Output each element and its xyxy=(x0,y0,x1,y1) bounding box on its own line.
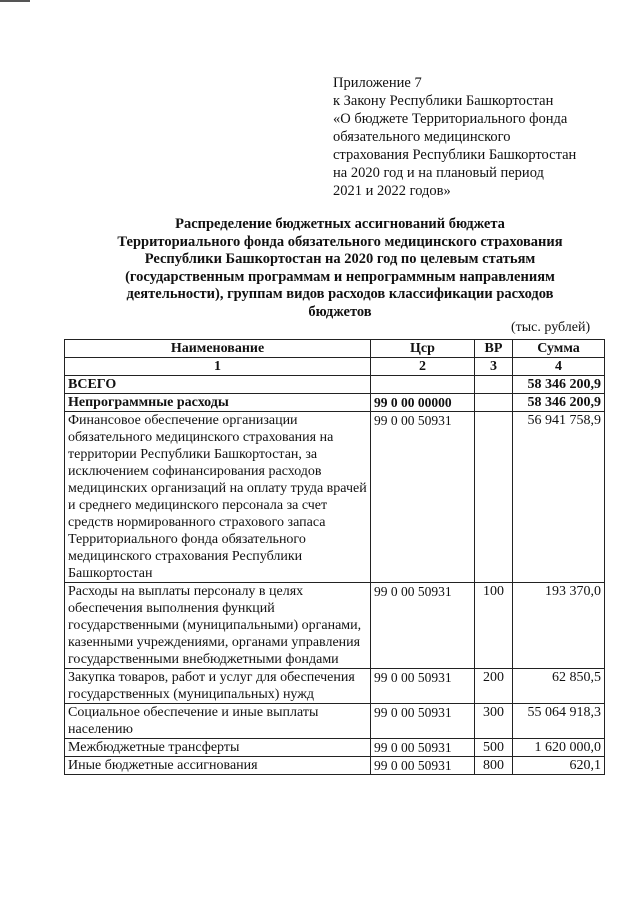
table-row xyxy=(65,394,605,412)
appendix-line: к Закону Республики Башкортостан xyxy=(333,93,554,109)
row-vr xyxy=(475,412,513,583)
row-csr: 99 0 00 50931 xyxy=(371,412,475,583)
header-name: Наименование xyxy=(65,340,371,358)
row-sum: 58 346 200,9 xyxy=(513,376,605,394)
row-sum: 1 620 000,0 xyxy=(513,739,605,757)
appendix-line: Приложение 7 xyxy=(333,75,422,91)
row-vr: 300 xyxy=(475,704,513,739)
title-line: деятельности), группам видов расходов классификации расходов xyxy=(126,286,554,302)
row-name: Закупка товаров, работ и услуг для обеспечения государственных (муниципальных) нужд xyxy=(65,669,371,704)
row-sum: 58 346 200,9 xyxy=(513,394,605,412)
column-number: 2 xyxy=(371,358,475,376)
appendix-line: страхования Республики Башкортостан xyxy=(333,147,577,163)
row-name: Расходы на выплаты персоналу в целях обеспечения выполнения функций государственными (муниципальными) органами, казенными учреждениями, органами управления государственными внебюджетными фондами xyxy=(65,583,371,669)
column-number: 3 xyxy=(475,358,513,376)
table-row xyxy=(65,412,605,583)
document-title xyxy=(60,216,620,321)
row-name: Иные бюджетные ассигнования xyxy=(65,757,371,775)
title-line: бюджетов xyxy=(308,303,372,320)
appendix-line: обязательного медицинского xyxy=(333,129,511,145)
header-row xyxy=(65,340,605,358)
title-line: Распределение бюджетных ассигнований бюджета xyxy=(175,216,505,232)
table-row xyxy=(65,757,605,775)
appendix-line: «О бюджете Территориального фонда xyxy=(333,111,568,127)
scan-corner-mark xyxy=(0,0,30,2)
table-row xyxy=(65,739,605,757)
row-csr: 99 0 00 50931 xyxy=(371,583,475,669)
column-number: 4 xyxy=(513,358,605,376)
row-csr: 99 0 00 50931 xyxy=(371,757,475,775)
budget-table xyxy=(64,339,605,775)
row-sum: 193 370,0 xyxy=(513,583,605,669)
row-csr: 99 0 00 50931 xyxy=(371,669,475,704)
row-vr: 500 xyxy=(475,739,513,757)
column-number-row xyxy=(65,358,605,376)
row-sum: 62 850,5 xyxy=(513,669,605,704)
table-row xyxy=(65,669,605,704)
appendix-line: на 2020 год и на плановый период xyxy=(333,165,544,181)
title-line: Республики Башкортостан на 2020 год по целевым статьям xyxy=(144,251,536,267)
units-label: (тыс. рублей) xyxy=(511,320,591,335)
appendix-note xyxy=(333,74,623,200)
row-name: Межбюджетные трансферты xyxy=(65,739,371,757)
row-csr xyxy=(371,376,475,394)
row-vr: 100 xyxy=(475,583,513,669)
header-vr: ВР xyxy=(475,340,513,358)
row-name: Непрограммные расходы xyxy=(65,394,371,412)
table-row-total xyxy=(65,376,605,394)
row-vr xyxy=(475,376,513,394)
appendix-line: 2021 и 2022 годов» xyxy=(333,183,451,199)
row-csr: 99 0 00 00000 xyxy=(371,394,475,412)
row-vr: 200 xyxy=(475,669,513,704)
row-name: Социальное обеспечение и иные выплаты населению xyxy=(65,704,371,739)
header-csr: Цср xyxy=(371,340,475,358)
row-csr: 99 0 00 50931 xyxy=(371,739,475,757)
row-sum: 620,1 xyxy=(513,757,605,775)
row-name: Финансовое обеспечение организации обязательного медицинского страхования на территории Республики Башкортостан, за исключением софинансирования расходов медицинских организаций на оплату труда врачей и среднего медицинского персонала за счет средств нормированного страхового запаса Территориального фонда обязательного медицинского страхования Республики Башкортостан xyxy=(65,412,371,583)
row-vr xyxy=(475,394,513,412)
row-csr: 99 0 00 50931 xyxy=(371,704,475,739)
row-sum: 56 941 758,9 xyxy=(513,412,605,583)
row-name: ВСЕГО xyxy=(65,376,371,394)
title-line: Территориального фонда обязательного медицинского страхования xyxy=(117,233,563,250)
title-line: (государственным программам и непрограммным направлениям xyxy=(125,268,555,285)
header-sum: Сумма xyxy=(513,340,605,358)
row-vr: 800 xyxy=(475,757,513,775)
table-row xyxy=(65,583,605,669)
column-number: 1 xyxy=(65,358,371,376)
table-row xyxy=(65,704,605,739)
row-sum: 55 064 918,3 xyxy=(513,704,605,739)
